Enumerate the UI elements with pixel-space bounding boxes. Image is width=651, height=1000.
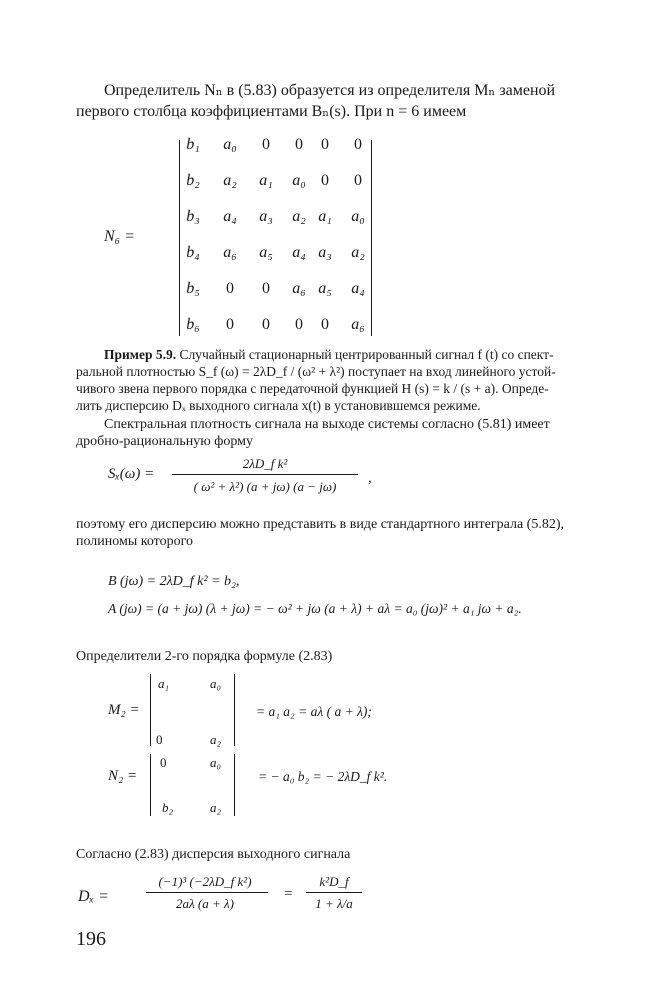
m2-cell-12: a₀ [210,676,222,691]
example-line4: лить дисперсию Dₓ выходного сигнала x(t) в установившемся режиме. [76,398,481,413]
n2-result: = − a₀ b₂ = − 2λD_f k². [258,769,388,784]
sx-tail: , [368,470,372,486]
n6-cell: a₆ [223,244,237,261]
n6-cell: a₀ [351,208,365,225]
dx-fraction-line2 [306,892,362,893]
n6-cell: a₀ [292,172,306,189]
n6-cell: a₃ [318,244,332,261]
m2-right-bar [234,674,235,746]
example-line3: чивого звена первого порядка с передаточной функцией H (s) = k / (s + a). Опреде- [76,381,549,396]
sx-fraction-line [172,474,358,475]
n2-label: N₂ = [108,768,138,784]
n6-cell: a₁ [318,208,332,225]
example-label: Пример 5.9. [104,347,177,362]
dx-equals: = [284,886,293,902]
n6-cell: 0 [295,136,303,153]
n6-cell: 0 [354,172,362,189]
m2-cell-21: 0 [156,732,163,747]
example-line1 [104,346,554,363]
a-formula: A (jω) = (a + jω) (λ + jω) = − ω² + jω (a + λ) + aλ = a₀ (jω)² + a₁ jω + a₂. [108,601,522,616]
n6-cell: a₆ [292,280,306,297]
example-line1-text: Случайный стационарный центрированный сигнал f (t) со спект- [179,347,554,362]
n2-right-bar [234,754,235,816]
n6-label: N₆ = [104,228,136,245]
dx-denominator1: 2aλ (a + λ) [176,896,234,911]
n6-cell: b₄ [186,244,200,261]
b-formula: B (jω) = 2λD_f k² = b₂, [108,574,240,589]
n2-cell-12: a₀ [210,755,222,770]
n6-cell: b₂ [186,172,200,189]
m2-cell-22: a₂ [210,732,222,747]
n2-cell-21: b₂ [162,800,174,815]
n6-cell: a₀ [223,136,237,153]
example-line2: ральной плотностью S_f (ω) = 2λD_f / (ω² + λ²) поступает на вход линейного устой- [76,364,556,379]
para2-line2: дробно-рациональную форму [76,434,253,449]
n6-cell: a₁ [259,172,273,189]
n6-cell: b₁ [186,136,200,153]
n6-cell: 0 [321,316,329,333]
para2-line1: Спектральная плотность сигнала на выходе системы согласно (5.81) имеет [104,417,550,432]
n6-cell: a₅ [259,244,273,261]
n6-cell: 0 [226,280,234,297]
n6-cell: a₆ [351,316,365,333]
n6-cell: 0 [262,280,270,297]
para1-line2: первого столбца коэффициентами Bₙ(s). При n = 6 имеем [76,103,467,120]
n6-cell: 0 [321,136,329,153]
n6-cell: 0 [226,316,234,333]
n6-cell: a₃ [259,208,273,225]
m2-cell-11: a₁ [158,676,170,691]
para5: Согласно (2.83) дисперсия выходного сигнала [76,847,351,862]
para1-line1: Определитель Nₙ в (5.83) образуется из определителя Mₙ заменой [104,82,556,99]
n2-left-bar [150,754,151,816]
sx-numerator: 2λD_f k² [242,456,288,471]
n2-cell-22: a₂ [210,800,222,815]
n6-cell: a₄ [292,244,306,261]
sx-lhs: Sₓ(ω) = [108,466,155,482]
n6-cell: a₅ [318,280,332,297]
dx-lhs: Dₓ = [78,888,109,905]
n6-cell: b₆ [186,316,200,333]
m2-result: = a₁ a₂ = aλ ( a + λ); [256,704,372,719]
n6-cell: 0 [354,136,362,153]
n6-cell: a₂ [292,208,306,225]
n6-right-bar [371,140,372,336]
dx-denominator2: 1 + λ/a [315,896,353,911]
m2-left-bar [150,674,151,746]
para3-line1: поэтому его дисперсию можно представить в виде стандартного интеграла (5.82), [76,517,564,532]
n6-cell: 0 [262,136,270,153]
n6-cell: 0 [295,316,303,333]
m2-label: M₂ = [108,702,140,718]
n6-cell: a₄ [351,280,365,297]
para3-line2: полиномы которого [76,534,194,549]
n6-cell: a₂ [351,244,365,261]
n6-cell: 0 [321,172,329,189]
dx-numerator2: k²D_f [319,874,349,889]
n6-cell: a₂ [223,172,237,189]
dx-fraction-line1 [146,892,268,893]
n6-cell: 0 [262,316,270,333]
sx-denominator: ( ω² + λ²) (a + jω) (a − jω) [193,479,337,494]
page-number: 196 [76,928,106,950]
n6-cell: a₄ [223,208,237,225]
n6-left-bar [179,140,180,336]
n6-cell: b₅ [186,280,200,297]
para4: Определители 2-го порядка формуле (2.83) [76,649,333,664]
dx-numerator1: (−1)³ (−2λD_f k²) [158,874,252,889]
n6-cell: b₃ [186,208,200,225]
n2-cell-11: 0 [160,755,167,770]
